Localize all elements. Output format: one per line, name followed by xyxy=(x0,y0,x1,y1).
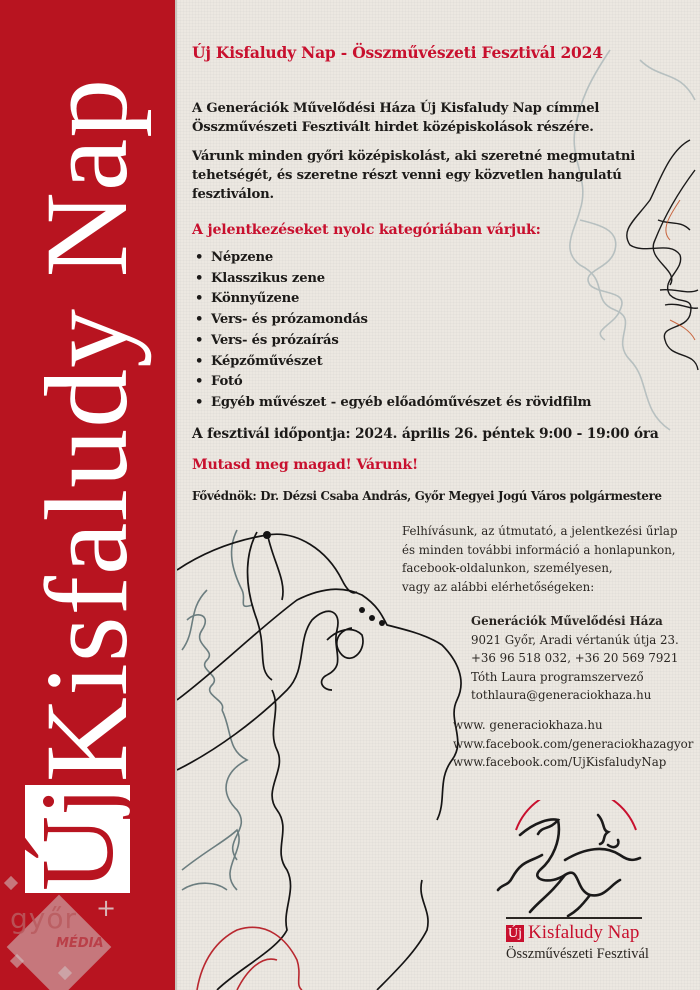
patron-line: Fővédnök: Dr. Dézsi Csaba András, Győr Megyei Jogú Város polgármestere xyxy=(192,489,662,503)
facebook-link-generaciokhaza[interactable]: www.facebook.com/generaciokhazagyor xyxy=(453,736,694,751)
info-line: és minden további információ a honlapunkon, xyxy=(402,542,676,557)
gyor-plus-media-logo xyxy=(0,870,130,990)
uj-badge-label: Új xyxy=(19,787,135,891)
info-line: Felhívásunk, az útmutató, a jelentkezési űrlap xyxy=(402,524,678,538)
page-title: Új Kisfaludy Nap - Összművészeti Fesztivál 2024 xyxy=(192,43,603,62)
contact-address: 9021 Győr, Aradi vértanúk útja 23. xyxy=(471,632,679,647)
slogan: Mutasd meg magad! Várunk! xyxy=(192,457,418,473)
info-line: vagy az alábbi elérhetőségeken: xyxy=(402,579,595,594)
contact-email[interactable]: tothlaura@generaciokhaza.hu xyxy=(471,688,652,702)
category-item: • Vers- és prózamondás xyxy=(192,310,591,331)
category-item: • Képzőművészet xyxy=(192,352,591,373)
festival-logo xyxy=(480,800,665,960)
pegasus-icon xyxy=(480,800,665,918)
diamond-dot-icon xyxy=(4,876,18,890)
festival-logo-subtitle: Összművészeti Fesztivál xyxy=(506,946,649,962)
category-item: • Klasszikus zene xyxy=(192,269,591,290)
contact-person: Tóth Laura programszervező xyxy=(471,669,644,684)
info-line: facebook-oldalunkon, személyesen, xyxy=(402,561,613,575)
vertical-title: Kisfaludy Nap xyxy=(21,77,152,783)
logo-divider xyxy=(506,917,642,919)
festival-logo-name xyxy=(506,922,639,944)
intro-paragraph-1: A Generációk Művelődési Háza Új Kisfaludy Nap címmel Összművészeti Fesztivált hirdet középiskolások részére. xyxy=(192,101,600,135)
category-item: • Fotó xyxy=(192,372,591,393)
sidebar-divider xyxy=(175,0,177,990)
festival-logo-uj: Új xyxy=(508,925,522,941)
categories-heading: A jelentkezéseket nyolc kategóriában várjuk: xyxy=(192,222,541,238)
red-sidebar xyxy=(0,0,175,990)
categories-list xyxy=(192,248,591,414)
category-item: • Könnyűzene xyxy=(192,289,591,310)
website-link[interactable]: www. generaciokhaza.hu xyxy=(453,718,603,732)
gyor-logo-wordmark: győr xyxy=(10,902,77,935)
contact-block xyxy=(471,612,700,705)
facebook-link-ujkisfaludynap[interactable]: www.facebook.com/UjKisfaludyNap xyxy=(453,755,667,769)
info-text xyxy=(402,522,700,596)
category-item: • Vers- és prózaírás xyxy=(192,331,591,352)
festival-logo-title: Kisfaludy Nap xyxy=(528,922,640,943)
web-links xyxy=(453,716,700,772)
contact-org: Generációk Művelődési Háza xyxy=(471,614,663,628)
intro-paragraph-2: Várunk minden győri középiskolást, aki szeretné megmutatni tehetségét, és szeretne részt venni egy közvetlen hangulatú fesztiválon. xyxy=(192,149,636,202)
media-label: MÉDIA xyxy=(56,936,104,951)
plus-icon: + xyxy=(96,894,117,922)
category-item: • Népzene xyxy=(192,248,591,269)
category-item: • Egyéb művészet - egyéb előadóművészet és rövidfilm xyxy=(192,393,591,414)
event-date: A fesztivál időpontja: 2024. április 26. péntek 9:00 - 19:00 óra xyxy=(192,426,659,442)
contact-phones[interactable]: +36 96 518 032, +36 20 569 7921 xyxy=(471,651,679,665)
